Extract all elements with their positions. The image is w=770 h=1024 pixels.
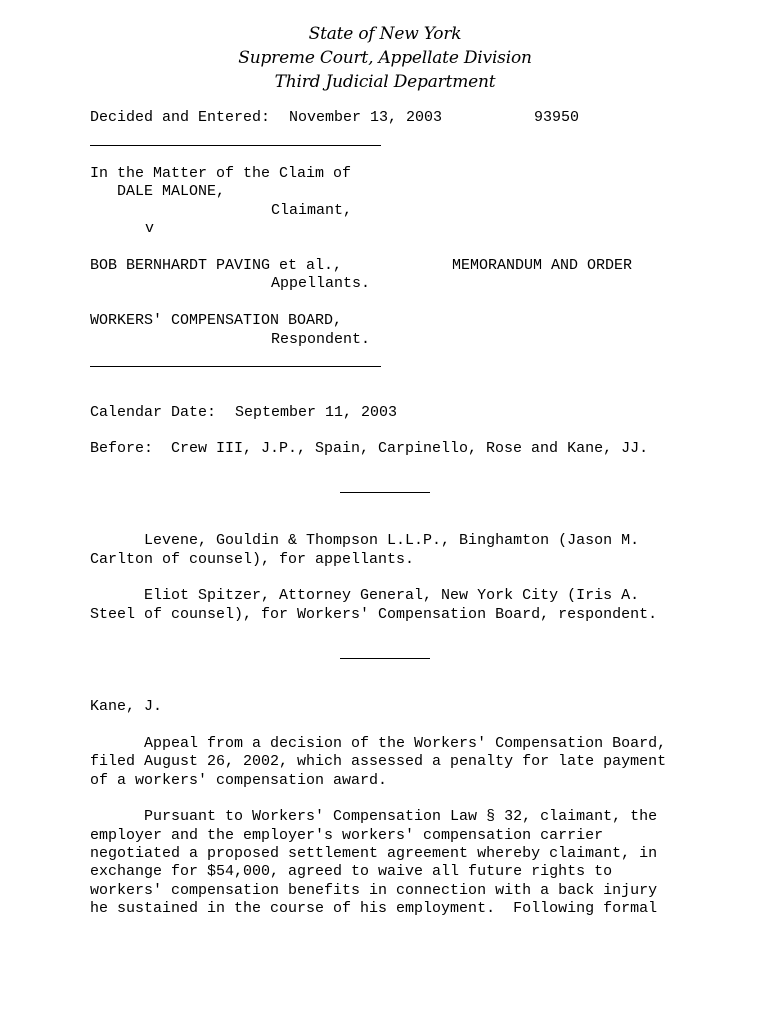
- counsel-appellants-line-2: Carlton of counsel), for appellants.: [90, 551, 415, 568]
- caption-bottom-rule: [90, 366, 381, 367]
- appellant-name: BOB BERNHARDT PAVING et al.,: [90, 257, 343, 274]
- opinion-p1-line-3: of a workers' compensation award.: [90, 772, 388, 789]
- opinion-p2-line-5: workers' compensation benefits in connection with a back injury: [90, 882, 658, 899]
- claimant-name: DALE MALONE,: [117, 183, 226, 200]
- docket-number: 93950: [534, 109, 580, 126]
- opinion-author: Kane, J.: [90, 698, 163, 715]
- respondent-name: WORKERS' COMPENSATION BOARD,: [90, 312, 343, 329]
- calendar-label: Calendar Date:: [90, 404, 217, 421]
- counsel-respondent-line-1: Eliot Spitzer, Attorney General, New York City (Iris A.: [90, 587, 640, 604]
- caption-top-rule: [90, 145, 381, 146]
- opinion-p2-line-6: he sustained in the course of his employment. Following formal: [90, 900, 658, 917]
- respondent-role: Respondent.: [271, 331, 371, 348]
- opinion-p2-line-2: employer and the employer's workers' compensation carrier: [90, 827, 604, 844]
- court-department: Third Judicial Department: [274, 72, 496, 92]
- decided-date: November 13, 2003: [289, 109, 443, 126]
- opinion-p2-line-3: negotiated a proposed settlement agreement whereby claimant, in: [90, 845, 658, 862]
- counsel-appellants-line-1: Levene, Gouldin & Thompson L.L.P., Binghamton (Jason M.: [90, 532, 640, 549]
- decided-label: Decided and Entered:: [90, 109, 271, 126]
- opinion-p2-line-4: exchange for $54,000, agreed to waive all future rights to: [90, 863, 613, 880]
- order-type: MEMORANDUM AND ORDER: [452, 257, 633, 274]
- before-label: Before:: [90, 440, 154, 457]
- court-state: State of New York: [308, 24, 462, 44]
- appellant-role: Appellants.: [271, 275, 371, 292]
- calendar-date: September 11, 2003: [235, 404, 398, 421]
- separator-rule-2: [340, 658, 430, 659]
- counsel-respondent-line-2: Steel of counsel), for Workers' Compensation Board, respondent.: [90, 606, 658, 623]
- opinion-p2-line-1: Pursuant to Workers' Compensation Law § 32, claimant, the: [90, 808, 658, 825]
- claimant-role: Claimant,: [271, 202, 353, 219]
- opinion-p1-line-1: Appeal from a decision of the Workers' Compensation Board,: [90, 735, 667, 752]
- separator-rule-1: [340, 492, 430, 493]
- opinion-p1-line-2: filed August 26, 2002, which assessed a penalty for late payment: [90, 753, 667, 770]
- versus: v: [145, 220, 155, 237]
- matter-line: In the Matter of the Claim of: [90, 165, 352, 182]
- court-name: Supreme Court, Appellate Division: [238, 48, 532, 68]
- before-justices: Crew III, J.P., Spain, Carpinello, Rose and Kane, JJ.: [171, 440, 649, 457]
